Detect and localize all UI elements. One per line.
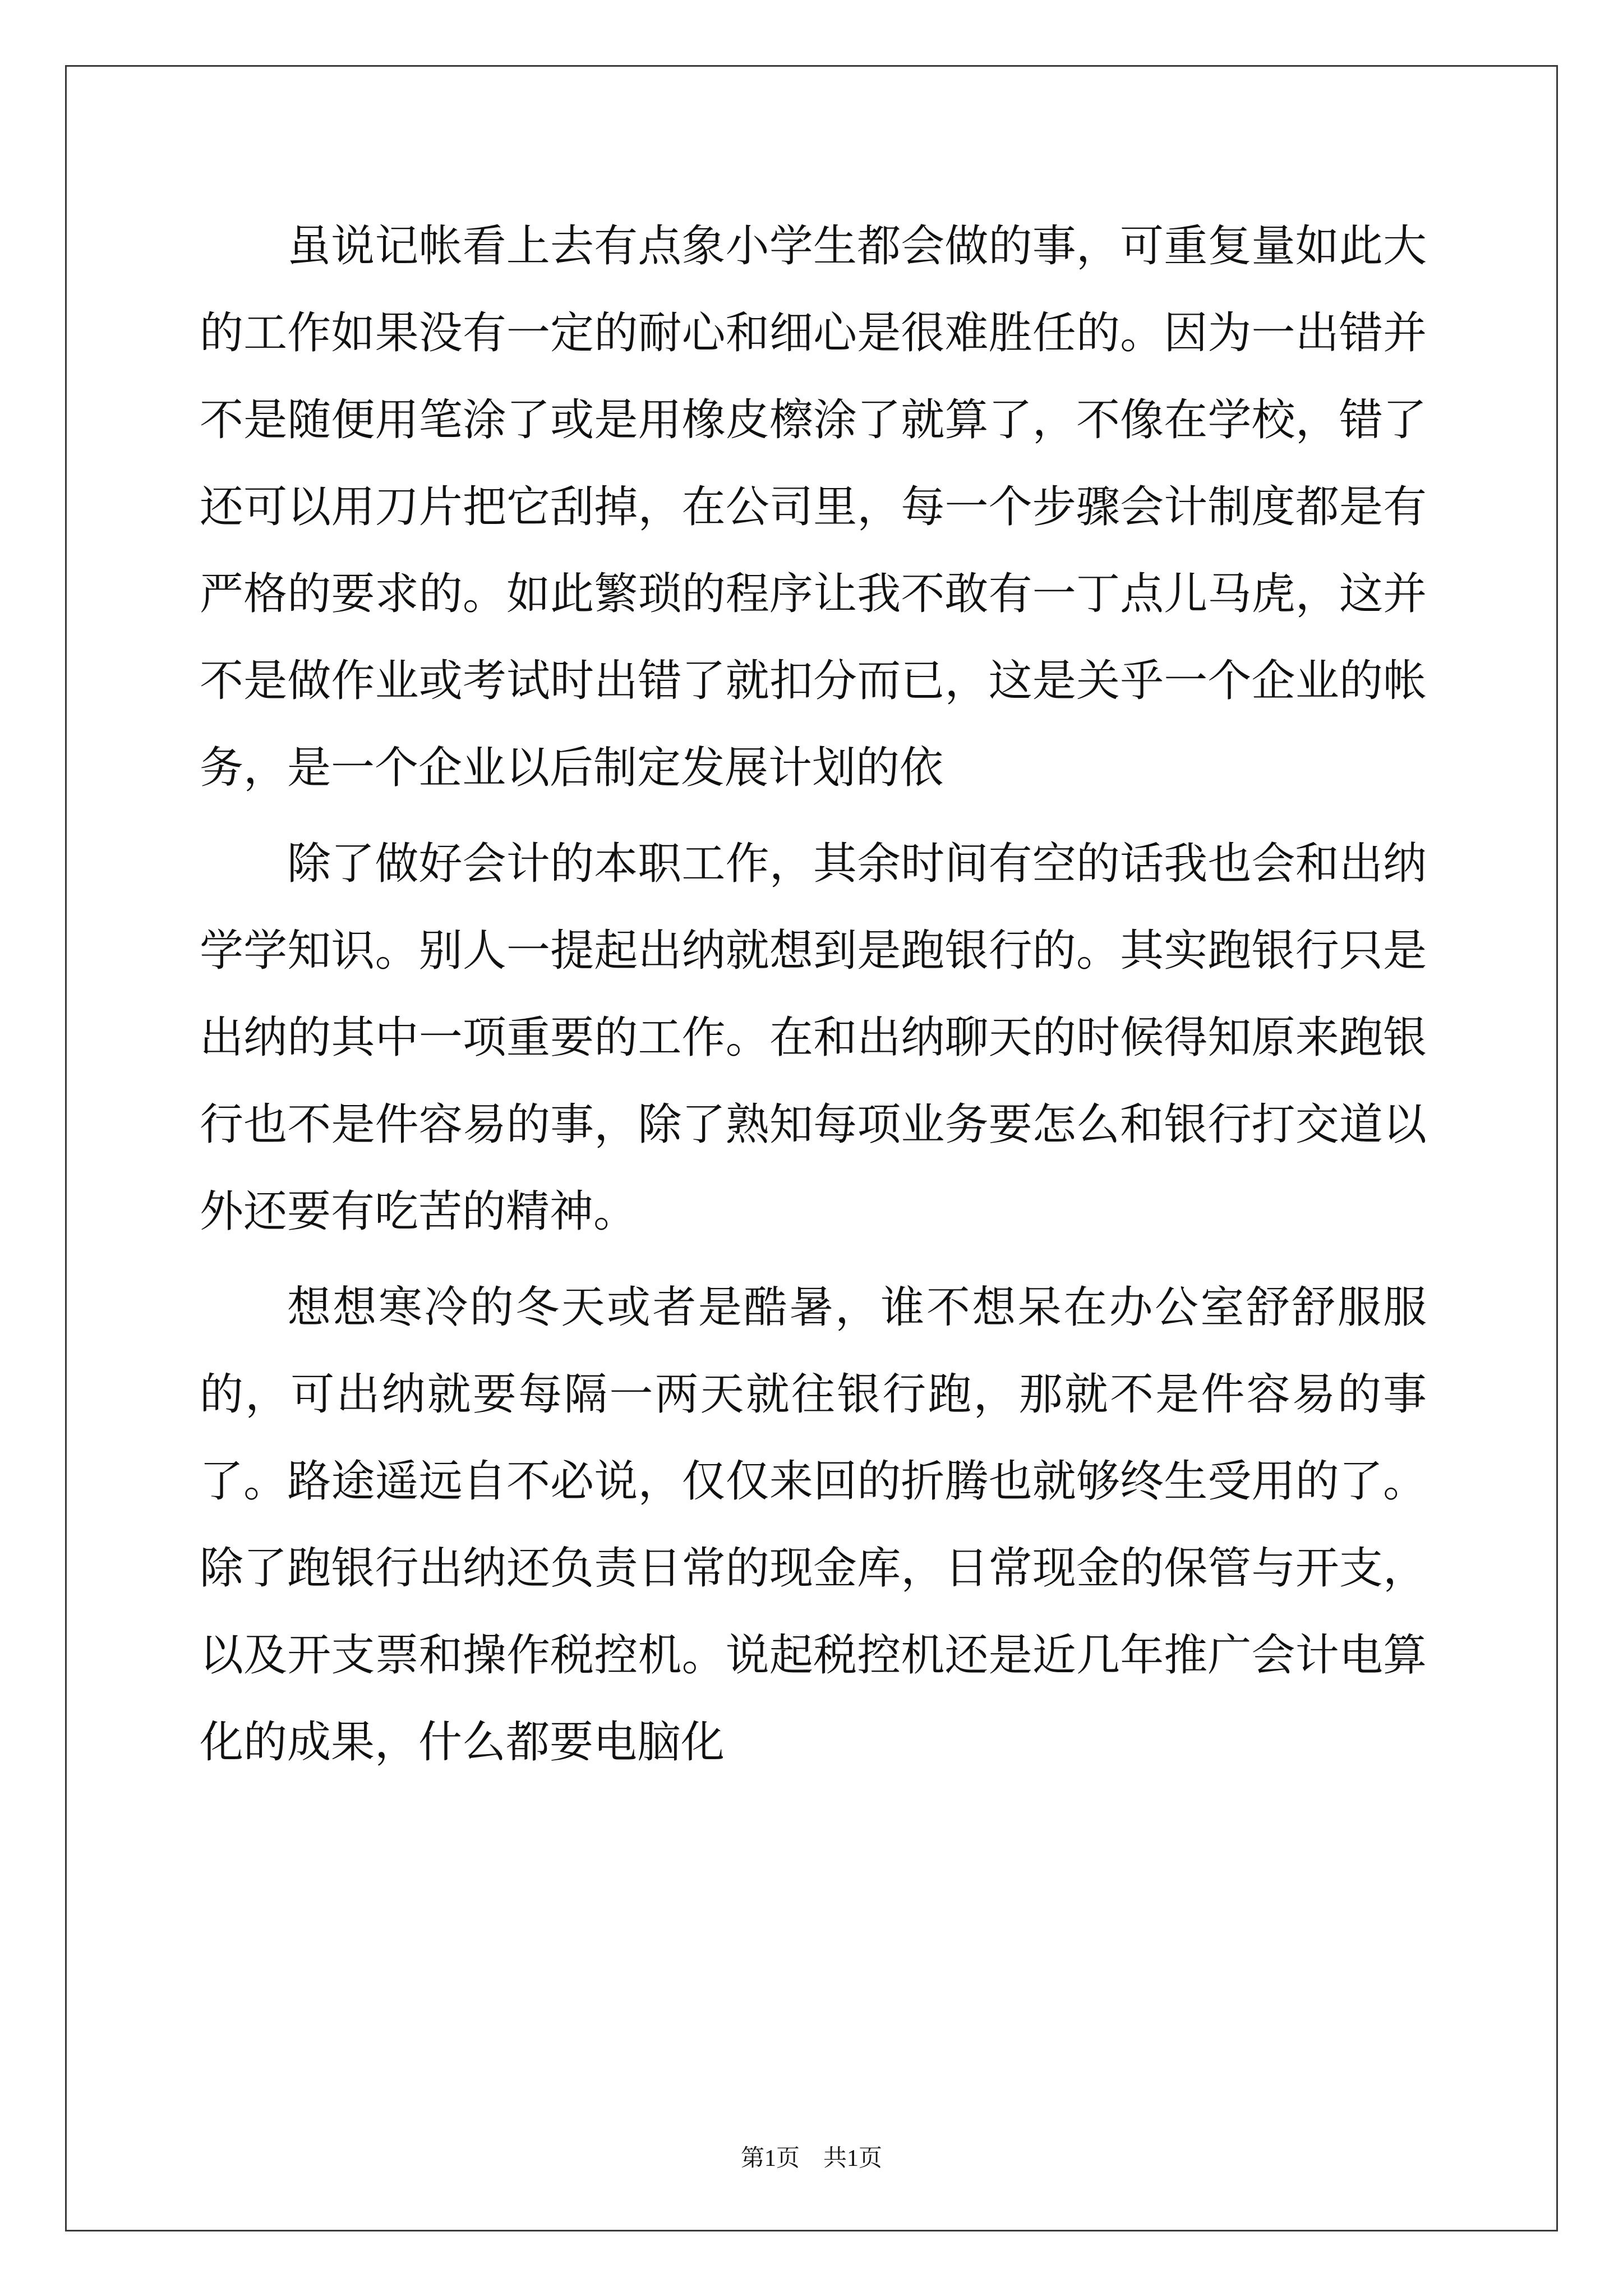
document-body [200, 203, 1427, 1795]
page-footer: 第1页 共1页 [740, 2146, 882, 2171]
paragraph-2: 除了做好会计的本职工作，其余时间有空的话我也会和出纳学学知识。别人一提起出纳就想到是跑银行的。其实跑银行只是出纳的其中一项重要的工作。在和出纳聊天的时候得知原来跑银行也不是件容易的事，除了熟知每项业务要怎么和银行打交道以外还要有吃苦的精神。 [200, 839, 1427, 1237]
paragraph-3: 想想寒冷的冬天或者是酷暑，谁不想呆在办公室舒舒服服的，可出纳就要每隔一两天就往银行跑，那就不是件容易的事了。路途遥远自不必说，仅仅来回的折腾也就够终生受用的了。除了跑银行出纳还负责日常的现金库，日常现金的保管与开支，以及开支票和操作税控机。说起税控机还是近几年推广会计电算化的成果，什么都要电脑化 [200, 1282, 1427, 1768]
paragraph-1: 虽说记帐看上去有点象小学生都会做的事，可重复量如此大的工作如果没有一定的耐心和细心是很难胜任的。因为一出错并不是随便用笔涂了或是用橡皮檫涂了就算了，不像在学校，错了还可以用刀片把它刮掉，在公司里，每一个步骤会计制度都是有严格的要求的。如此繁琐的程序让我不敢有一丁点儿马虎，这并不是做作业或考试时出错了就扣分而已，这是关乎一个企业的帐务，是一个企业以后制定发展计划的依 [200, 221, 1427, 793]
